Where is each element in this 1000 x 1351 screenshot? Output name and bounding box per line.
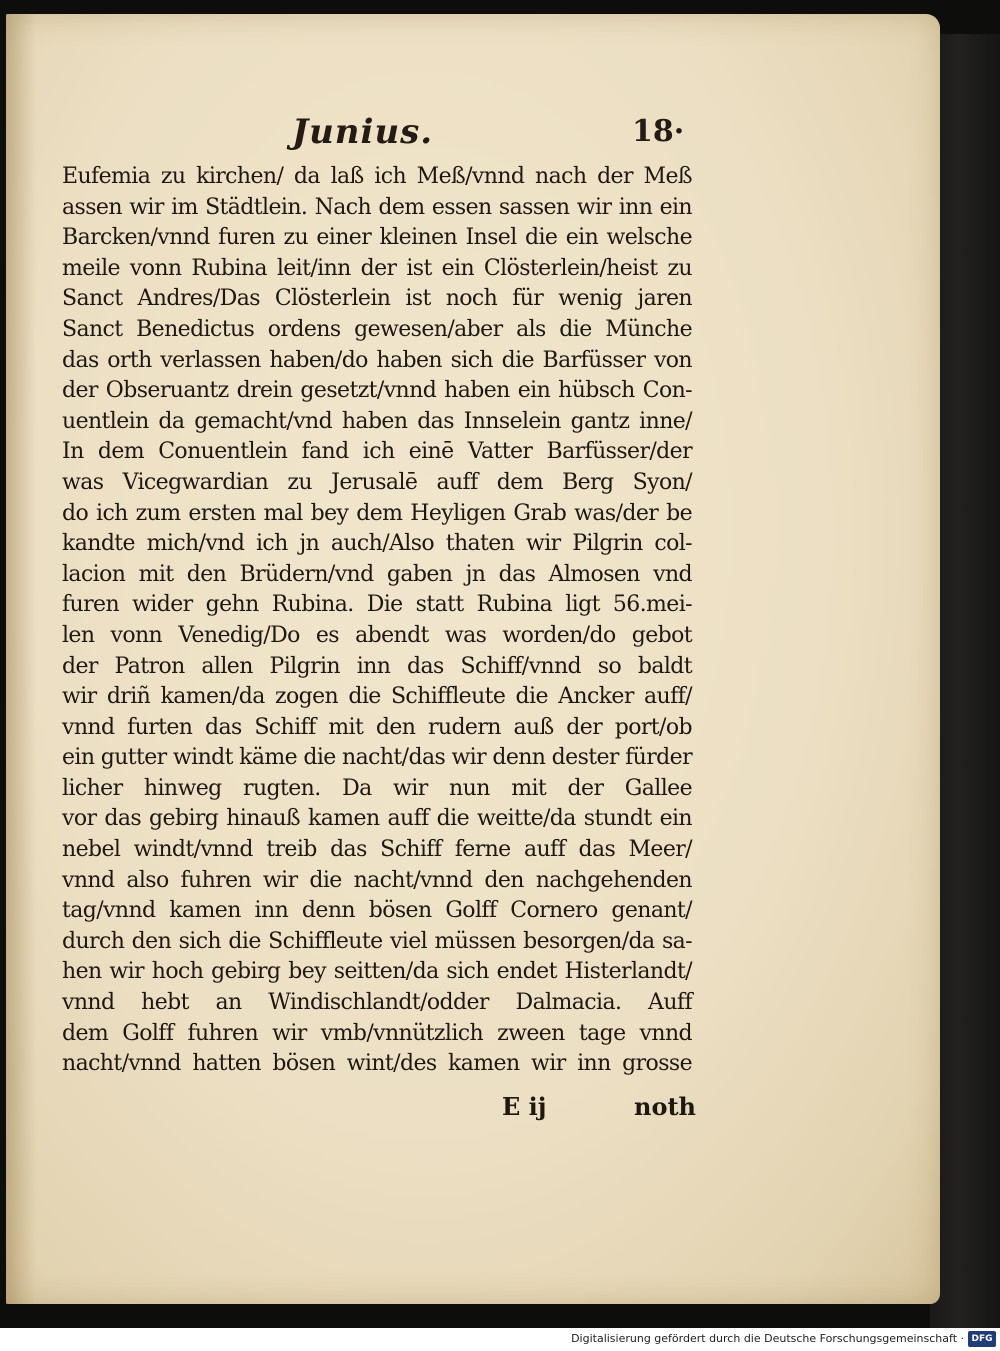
page-header bbox=[6, 112, 940, 158]
text-line: vor das gebirg hinauß kamen auff die weitte/da stundt ein bbox=[62, 806, 692, 832]
page-number: 18· bbox=[632, 114, 685, 149]
text-line: lacion mit den Brüdern/vnd gaben jn das Almosen vnd bbox=[62, 561, 692, 587]
text-line: Sanct Benedictus ordens gewesen/aber als die Münche bbox=[62, 316, 692, 342]
catchline bbox=[6, 1092, 940, 1126]
text-line: furen wider gehn Rubina. Die statt Rubina ligt 56.mei- bbox=[62, 592, 692, 618]
footer-bar bbox=[0, 1328, 1000, 1351]
text-line: len vonn Venedig/Do es abendt was worden/do gebot bbox=[62, 622, 692, 648]
text-line: was Vicegwardian zu Jerusalē auff dem Berg Syon/ bbox=[62, 469, 692, 495]
text-line: vnnd furten das Schiff mit den rudern auß der port/ob bbox=[62, 714, 692, 740]
text-line: der Patron allen Pilgrin inn das Schiff/vnnd so baldt bbox=[62, 653, 692, 679]
text-line: das orth verlassen haben/do haben sich die Barfüsser von bbox=[62, 347, 692, 373]
catchword: noth bbox=[634, 1092, 696, 1121]
signature-mark: E ij bbox=[502, 1092, 547, 1121]
text-line: tag/vnnd kamen inn denn bösen Golff Cornero genant/ bbox=[62, 898, 692, 924]
text-line: Eufemia zu kirchen/ da laß ich Meß/vnnd nach der Meß bbox=[62, 164, 692, 189]
funding-credit: Digitalisierung gefördert durch die Deutsche Forschungsgemeinschaft · bbox=[571, 1332, 964, 1345]
book-page bbox=[6, 14, 940, 1304]
text-line: dem Golff fuhren wir vmb/vnnützlich zween tage vnnd bbox=[62, 1020, 692, 1046]
text-line: meile vonn Rubina leit/inn der ist ein Clösterlein/heist zu bbox=[62, 255, 692, 281]
dfg-logo-icon: DFG bbox=[968, 1331, 996, 1347]
book-edge bbox=[930, 34, 1000, 1328]
text-line: uentlein da gemacht/vnd haben das Innselein gantz inne/ bbox=[62, 408, 692, 434]
text-line: vnnd hebt an Windischlandt/odder Dalmacia. Auff bbox=[62, 990, 692, 1016]
text-line: Barcken/vnnd furen zu einer kleinen Insel die ein welsche bbox=[62, 225, 692, 251]
text-line: ein gutter windt käme die nacht/das wir denn dester fürder bbox=[62, 745, 692, 771]
text-line: In dem Conuentlein fand ich einē Vatter Barfüsser/der bbox=[62, 439, 692, 465]
text-line: nebel windt/vnnd treib das Schiff ferne auff das Meer/ bbox=[62, 837, 692, 863]
text-line: Sanct Andres/Das Clösterlein ist noch für wenig jaren bbox=[62, 286, 692, 312]
text-line: durch den sich die Schiffleute viel müssen besorgen/da sa- bbox=[62, 928, 692, 954]
text-line: kandte mich/vnd ich jn auch/Also thaten wir Pilgrin col- bbox=[62, 531, 692, 557]
text-line: wir driñ kamen/da zogen die Schiffleute die Ancker auff/ bbox=[62, 684, 692, 710]
text-line: licher hinweg rugten. Da wir nun mit der Gallee bbox=[62, 775, 692, 801]
body-text bbox=[62, 162, 692, 1080]
text-line: nacht/vnnd hatten bösen wint/des kamen wir inn grosse bbox=[62, 1051, 692, 1077]
running-title: Junius. bbox=[292, 112, 434, 152]
text-line: vnnd also fuhren wir die nacht/vnnd den nachgehenden bbox=[62, 867, 692, 893]
text-line: der Obseruantz drein gesetzt/vnnd haben ein hübsch Con- bbox=[62, 378, 692, 404]
text-line: do ich zum ersten mal bey dem Heyligen Grab was/der be bbox=[62, 500, 692, 526]
text-line: assen wir im Städtlein. Nach dem essen sassen wir inn ein bbox=[62, 194, 692, 220]
text-line: hen wir hoch gebirg bey seitten/da sich endet Histerlandt/ bbox=[62, 959, 692, 985]
